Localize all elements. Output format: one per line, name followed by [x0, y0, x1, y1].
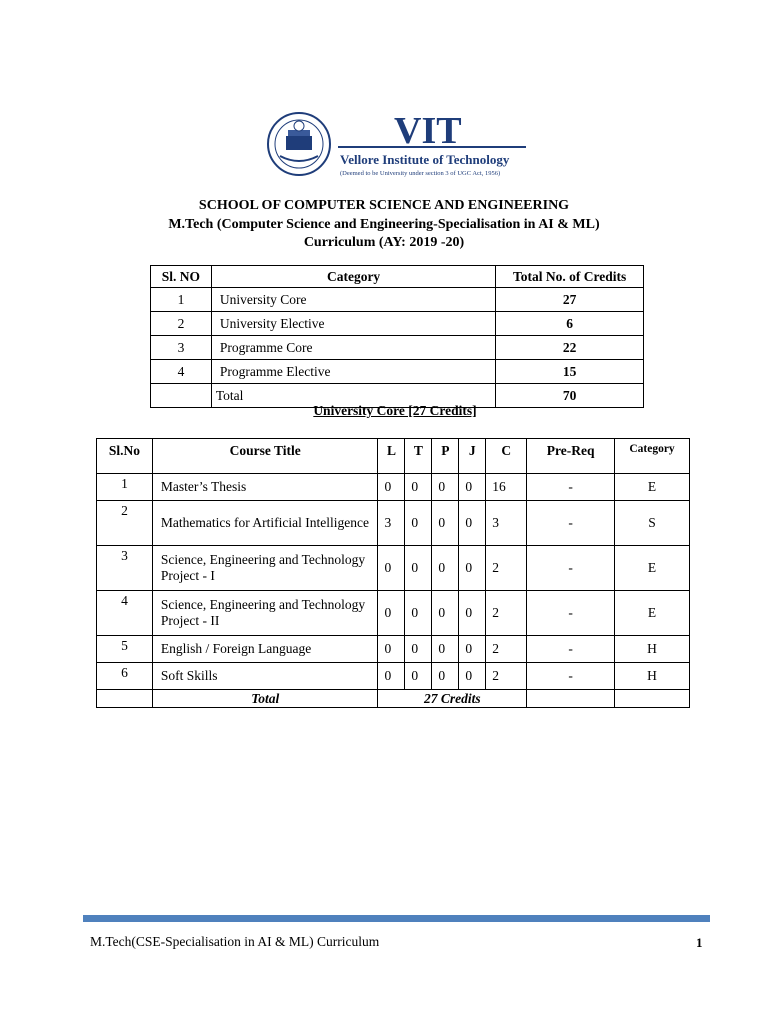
- footer-text: M.Tech(CSE-Specialisation in AI & ML) Curriculum: [90, 934, 380, 949]
- header-sl-no: Sl. NO: [151, 266, 212, 288]
- table-row: [97, 636, 690, 663]
- footer-bar: [83, 915, 710, 922]
- cell-p: 0: [432, 591, 459, 636]
- cell-category: University Core: [211, 288, 495, 312]
- cell-course-title: Mathematics for Artificial Intelligence: [152, 501, 378, 546]
- logo-institute-text: Vellore Institute of Technology: [340, 152, 510, 167]
- cell-course-title: Soft Skills: [152, 663, 378, 690]
- cell-j: 0: [459, 546, 486, 591]
- cell-category: Programme Core: [211, 336, 495, 360]
- cell-l: 0: [378, 663, 405, 690]
- cell-j: 0: [459, 636, 486, 663]
- table-row: [97, 663, 690, 690]
- cell-t: 0: [405, 663, 432, 690]
- logo-name-text: VIT: [394, 110, 462, 152]
- school-heading: SCHOOL OF COMPUTER SCIENCE AND ENGINEERING: [198, 198, 570, 213]
- cell-l: 0: [378, 474, 405, 501]
- cell-c: 2: [486, 663, 527, 690]
- cell-sl-no: 1: [97, 474, 153, 501]
- table-header-row: [151, 266, 644, 288]
- header-category: Category: [211, 266, 495, 288]
- cell-c: 2: [486, 546, 527, 591]
- cell-j: 0: [459, 474, 486, 501]
- table-row: [151, 336, 644, 360]
- cell-category: Programme Elective: [211, 360, 495, 384]
- table-row: [151, 312, 644, 336]
- cell-sl-no: 4: [97, 591, 153, 636]
- cell-l: 0: [378, 546, 405, 591]
- university-core-table: [96, 438, 690, 708]
- cell-p: 0: [432, 474, 459, 501]
- cell-credits: 27: [496, 288, 644, 312]
- vit-seal-icon: [268, 113, 330, 175]
- cell-category: S: [615, 501, 690, 546]
- cell-empty: [615, 690, 690, 708]
- header-course-title: Course Title: [152, 439, 378, 474]
- header-sl-no: Sl.No: [97, 439, 153, 474]
- cell-category: H: [615, 636, 690, 663]
- cell-pre-req: -: [527, 501, 615, 546]
- page-number: 1: [696, 935, 703, 950]
- cell-category: H: [615, 663, 690, 690]
- cell-c: 2: [486, 591, 527, 636]
- cell-p: 0: [432, 663, 459, 690]
- cell-l: 3: [378, 501, 405, 546]
- cell-j: 0: [459, 501, 486, 546]
- total-label: Total: [152, 690, 378, 708]
- cell-course-title: Science, Engineering and Technology Project - I: [152, 546, 378, 591]
- cell-course-title: English / Foreign Language: [152, 636, 378, 663]
- table-row: [151, 360, 644, 384]
- header-j: J: [459, 439, 486, 474]
- header-l: L: [378, 439, 405, 474]
- total-credits: 27 Credits: [378, 690, 527, 708]
- cell-sl-no: 3: [151, 336, 212, 360]
- total-label: Total: [211, 384, 495, 408]
- cell-t: 0: [405, 591, 432, 636]
- header-p: P: [432, 439, 459, 474]
- logo-tagline-text: (Deemed to be University under section 3 of UGC Act, 1956): [340, 170, 501, 177]
- cell-sl-no: 3: [97, 546, 153, 591]
- cell-category: University Elective: [211, 312, 495, 336]
- cell-credits: 22: [496, 336, 644, 360]
- cell-j: 0: [459, 591, 486, 636]
- cell-c: 2: [486, 636, 527, 663]
- cell-course-title: Science, Engineering and Technology Project - II: [152, 591, 378, 636]
- programme-heading: M.Tech (Computer Science and Engineering-Specialisation in AI & ML): [168, 217, 600, 232]
- university-core-title: University Core [27 Credits]: [313, 403, 477, 418]
- cell-l: 0: [378, 636, 405, 663]
- total-credits: 70: [496, 384, 644, 408]
- category-table: [150, 265, 644, 408]
- cell-j: 0: [459, 663, 486, 690]
- cell-sl-no: 1: [151, 288, 212, 312]
- vit-logo: [266, 106, 530, 184]
- cell-sl-no: 4: [151, 360, 212, 384]
- cell-sl-no: 5: [97, 636, 153, 663]
- cell-p: 0: [432, 501, 459, 546]
- cell-pre-req: -: [527, 474, 615, 501]
- cell-sl-no: 6: [97, 663, 153, 690]
- cell-c: 3: [486, 501, 527, 546]
- header-c: C: [486, 439, 527, 474]
- table-row: [97, 474, 690, 501]
- cell-course-title: Master’s Thesis: [152, 474, 378, 501]
- header-total-credits: Total No. of Credits: [496, 266, 644, 288]
- table-row: [97, 501, 690, 546]
- table-row: [97, 546, 690, 591]
- header-t: T: [405, 439, 432, 474]
- header-pre-req: Pre-Req: [527, 439, 615, 474]
- cell-credits: 15: [496, 360, 644, 384]
- table-row: [151, 288, 644, 312]
- total-row: [97, 690, 690, 708]
- cell-sl-no: 2: [97, 501, 153, 546]
- cell-p: 0: [432, 636, 459, 663]
- cell-category: E: [615, 546, 690, 591]
- cell-t: 0: [405, 636, 432, 663]
- cell-pre-req: -: [527, 636, 615, 663]
- cell-pre-req: -: [527, 591, 615, 636]
- cell-pre-req: -: [527, 546, 615, 591]
- curriculum-heading: Curriculum (AY: 2019 -20): [303, 235, 465, 250]
- cell-pre-req: -: [527, 663, 615, 690]
- cell-t: 0: [405, 501, 432, 546]
- cell-sl-no: 2: [151, 312, 212, 336]
- cell-category: E: [615, 591, 690, 636]
- cell-t: 0: [405, 474, 432, 501]
- cell-credits: 6: [496, 312, 644, 336]
- cell-empty: [527, 690, 615, 708]
- cell-c: 16: [486, 474, 527, 501]
- header-category: Category: [615, 439, 690, 474]
- cell-t: 0: [405, 546, 432, 591]
- cell-l: 0: [378, 591, 405, 636]
- cell-category: E: [615, 474, 690, 501]
- table-header-row: [97, 439, 690, 474]
- table-row: [97, 591, 690, 636]
- cell-p: 0: [432, 546, 459, 591]
- cell-empty: [97, 690, 153, 708]
